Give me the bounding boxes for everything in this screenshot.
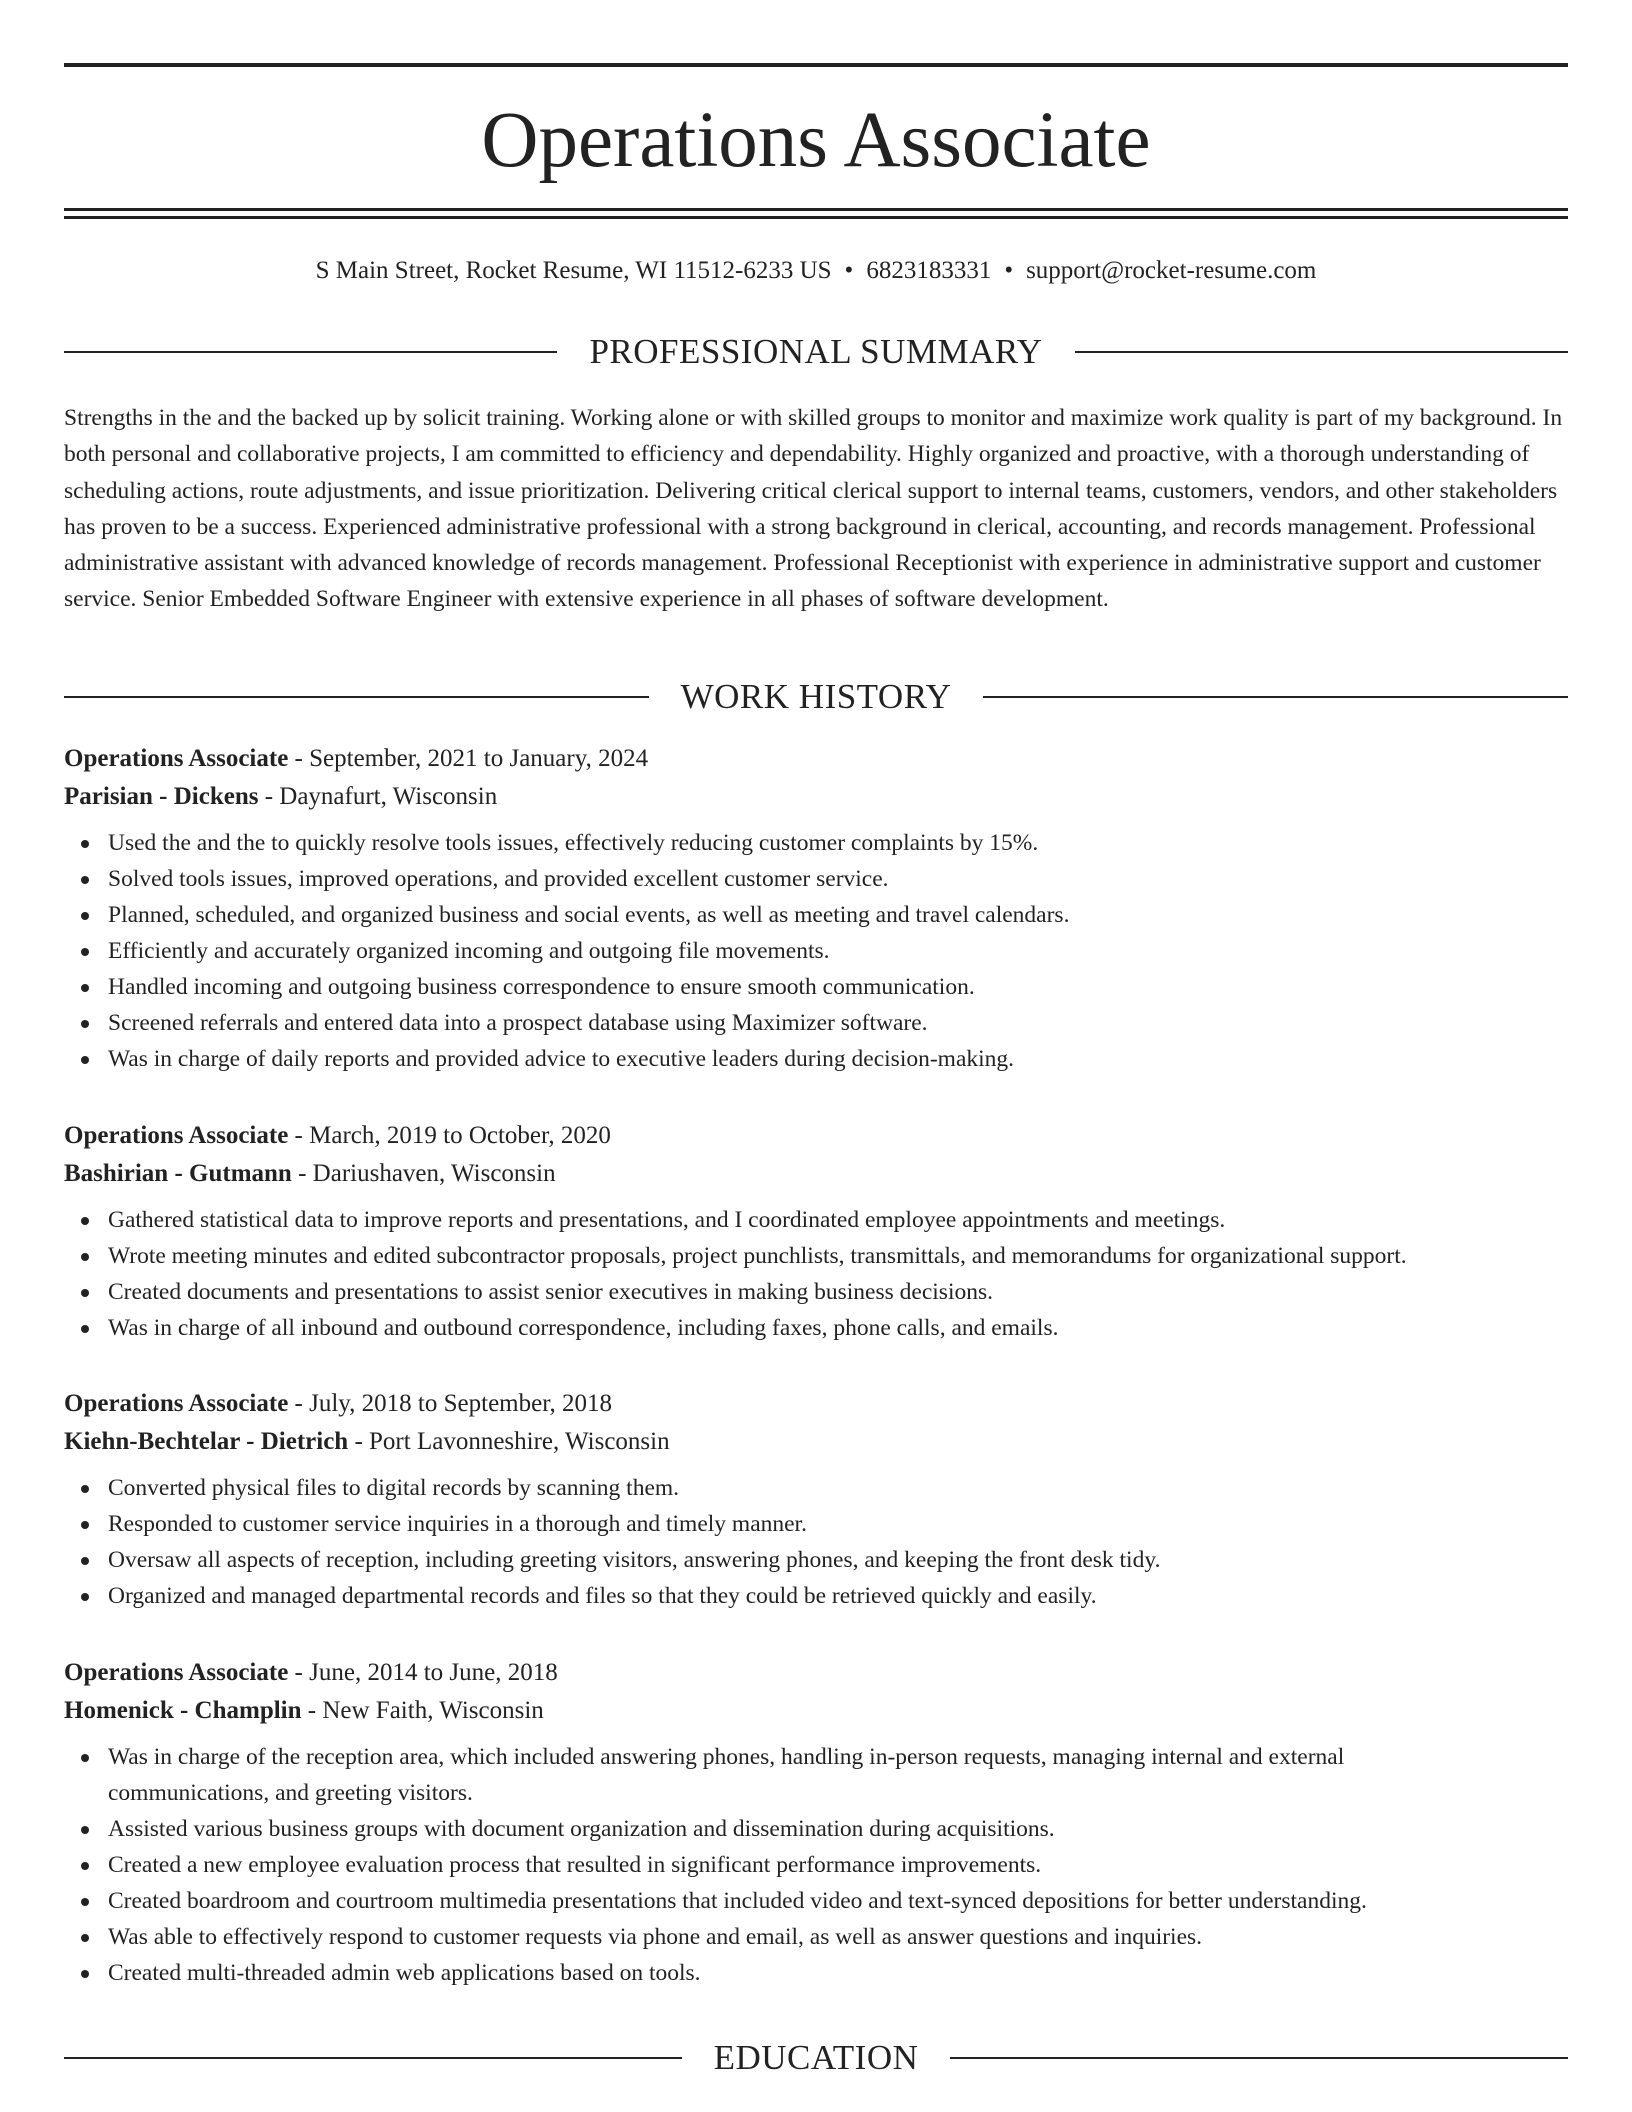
- job-bullets: [64, 825, 1568, 1077]
- contact-line: [64, 254, 1568, 288]
- job-dates: - March, 2019 to October, 2020: [288, 1122, 611, 1149]
- heading-rule-right: [1075, 351, 1568, 353]
- job-bullet: Was in charge of all inbound and outbound correspondence, including faxes, phone calls, and emails.: [108, 1310, 1568, 1346]
- job-title-line: [64, 740, 1568, 778]
- job-company: Bashirian - Gutmann: [64, 1160, 292, 1187]
- contact-phone: 6823183331: [866, 257, 992, 284]
- contact-separator: •: [1004, 257, 1014, 284]
- top-rule: [64, 63, 1568, 67]
- education-heading: [64, 2036, 1568, 2080]
- job-bullet: Organized and managed departmental records and files so that they could be retrieved quickly and easily.: [108, 1578, 1568, 1614]
- job-company-line: [64, 1692, 1568, 1730]
- job-entry: [64, 1385, 1568, 1614]
- job-entry: [64, 1654, 1568, 1991]
- job-company: Kiehn-Bechtelar - Dietrich: [64, 1428, 349, 1455]
- heading-rule-left: [64, 2057, 682, 2059]
- job-title-line: [64, 1117, 1568, 1155]
- job-bullet: Was in charge of the reception area, which included answering phones, handling in-person requests, managing internal and external communications, and greeting visitors.: [108, 1739, 1568, 1811]
- job-bullet: Solved tools issues, improved operations, and provided excellent customer service.: [108, 861, 1568, 897]
- double-rule-lower: [64, 216, 1568, 219]
- job-bullet: Wrote meeting minutes and edited subcontractor proposals, project punchlists, transmittals, and memorandums for organizational support.: [108, 1238, 1568, 1274]
- job-company-line: [64, 1423, 1568, 1461]
- job-location: - New Faith, Wisconsin: [301, 1697, 544, 1724]
- contact-separator: •: [844, 257, 854, 284]
- job-bullet: Efficiently and accurately organized incoming and outgoing file movements.: [108, 933, 1568, 969]
- job-bullets: [64, 1202, 1568, 1346]
- job-bullet: Handled incoming and outgoing business correspondence to ensure smooth communication.: [108, 969, 1568, 1005]
- job-location: - Daynafurt, Wisconsin: [258, 783, 498, 810]
- work-history-heading: [64, 675, 1568, 719]
- job-company-line: [64, 1155, 1568, 1193]
- job-location: - Port Lavonneshire, Wisconsin: [348, 1428, 670, 1455]
- education-heading-title: EDUCATION: [713, 2038, 919, 2077]
- resume-name: Operations Associate: [481, 97, 1151, 184]
- job-title: Operations Associate: [64, 1390, 289, 1417]
- job-dates: - June, 2014 to June, 2018: [288, 1659, 558, 1686]
- summary-heading: [64, 330, 1568, 374]
- job-title: Operations Associate: [64, 745, 289, 772]
- job-title-line: [64, 1385, 1568, 1423]
- job-bullet: Assisted various business groups with document organization and dissemination during acquisitions.: [108, 1811, 1568, 1847]
- job-bullet: Created boardroom and courtroom multimedia presentations that included video and text-synced depositions for better understanding.: [108, 1883, 1568, 1919]
- job-company: Parisian - Dickens: [64, 783, 259, 810]
- job-bullet: Used the and the to quickly resolve tools issues, effectively reducing customer complaints by 15%.: [108, 825, 1568, 861]
- job-bullet: Created a new employee evaluation process that resulted in significant performance improvements.: [108, 1847, 1568, 1883]
- heading-rule-left: [64, 696, 649, 698]
- job-bullet: Converted physical files to digital records by scanning them.: [108, 1470, 1568, 1506]
- work-history-heading-title: WORK HISTORY: [680, 677, 952, 716]
- job-title: Operations Associate: [64, 1122, 289, 1149]
- heading-rule-right: [983, 696, 1568, 698]
- job-dates: - September, 2021 to January, 2024: [288, 745, 649, 772]
- job-bullets: [64, 1470, 1568, 1614]
- job-dates: - July, 2018 to September, 2018: [288, 1390, 613, 1417]
- summary-heading-title: PROFESSIONAL SUMMARY: [589, 332, 1043, 371]
- job-bullet: Was in charge of daily reports and provided advice to executive leaders during decision-making.: [108, 1041, 1568, 1077]
- job-bullet: Was able to effectively respond to customer requests via phone and email, as well as answer questions and inquiries.: [108, 1919, 1568, 1955]
- job-company-line: [64, 778, 1568, 816]
- job-entry: [64, 1117, 1568, 1346]
- job-entry: [64, 740, 1568, 1077]
- heading-rule-left: [64, 351, 557, 353]
- contact-email: support@rocket-resume.com: [1026, 257, 1317, 284]
- job-company: Homenick - Champlin: [64, 1697, 302, 1724]
- job-bullet: Screened referrals and entered data into a prospect database using Maximizer software.: [108, 1005, 1568, 1041]
- job-bullets: [64, 1739, 1568, 1991]
- job-bullet: Planned, scheduled, and organized business and social events, as well as meeting and travel calendars.: [108, 897, 1568, 933]
- job-bullet: Created multi-threaded admin web applications based on tools.: [108, 1955, 1568, 1991]
- double-rule-upper: [64, 208, 1568, 211]
- summary-text: Strengths in the and the backed up by solicit training. Working alone or with skilled groups to monitor and maximize work quality is part of my background. In both personal and collaborative projects, I am committed to efficiency and dependability. Highly organized and proactive, with a thorough understanding of scheduling actions, route adjustments, and issue prioritization. Delivering critical clerical support to internal teams, customers, vendors, and other stakeholders has proven to be a success. Experienced administrative professional with a strong background in clerical, accounting, and records management. Professional administrative assistant with advanced knowledge of records management. Professional Receptionist with experience in administrative support and customer service. Senior Embedded Software Engineer with extensive experience in all phases of software development.: [64, 405, 1563, 613]
- job-title: Operations Associate: [64, 1659, 289, 1686]
- heading-rule-right: [950, 2057, 1568, 2059]
- job-location: - Dariushaven, Wisconsin: [291, 1160, 556, 1187]
- contact-address: S Main Street, Rocket Resume, WI 11512-6233 US: [315, 257, 832, 284]
- job-bullet: Created documents and presentations to assist senior executives in making business decisions.: [108, 1274, 1568, 1310]
- job-bullet: Responded to customer service inquiries in a thorough and timely manner.: [108, 1506, 1568, 1542]
- job-bullet: Oversaw all aspects of reception, including greeting visitors, answering phones, and keeping the front desk tidy.: [108, 1542, 1568, 1578]
- job-bullet: Gathered statistical data to improve reports and presentations, and I coordinated employee appointments and meetings.: [108, 1202, 1568, 1238]
- job-title-line: [64, 1654, 1568, 1692]
